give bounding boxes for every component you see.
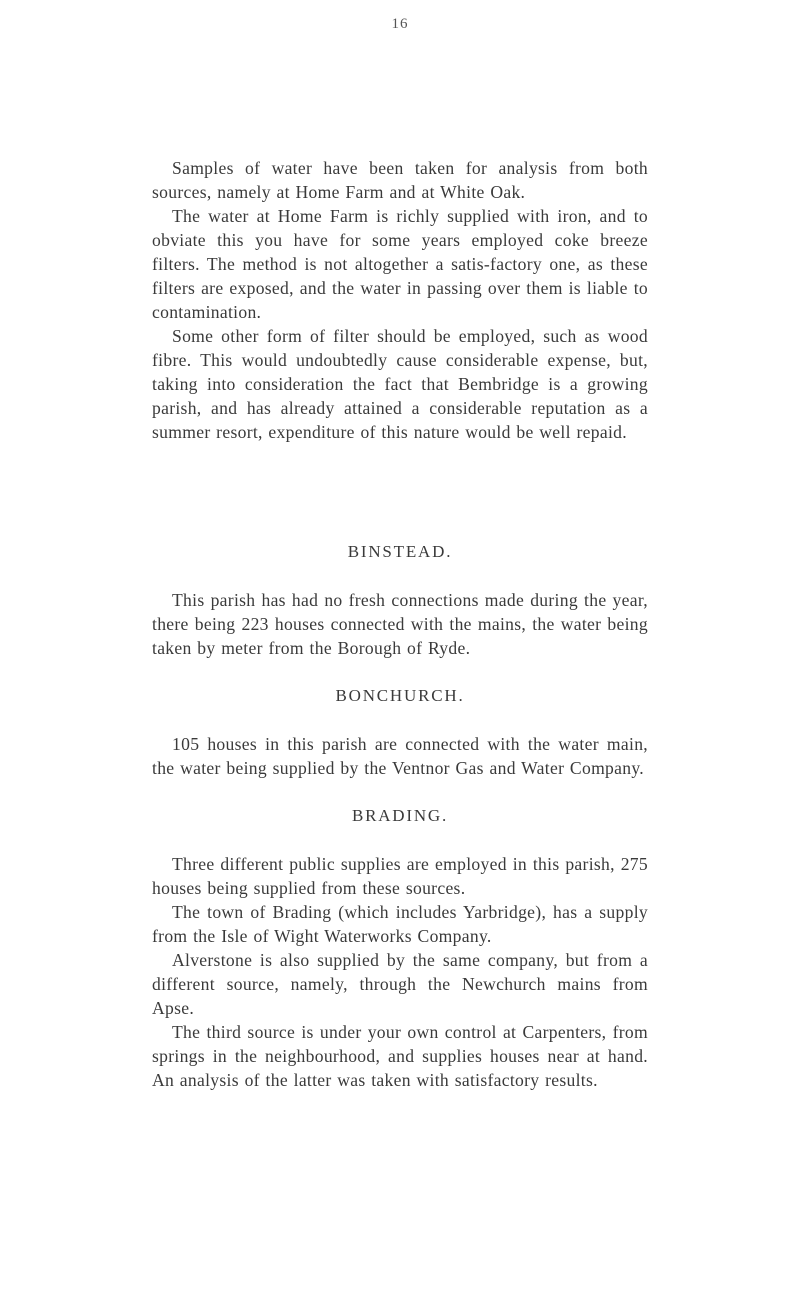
- section-heading-binstead: BINSTEAD.: [347, 542, 453, 561]
- paragraph-brading-town: [152, 900, 648, 948]
- paragraph-text: Three different public supplies are employed in this parish, 275 houses being supplied from these sources.: [152, 854, 648, 898]
- paragraph-text: Alverstone is also supplied by the same company, but from a different source, namely, through the Newchurch mains from Apse.: [152, 950, 648, 1018]
- page-number: 16: [391, 16, 409, 32]
- paragraph-text: The town of Brading (which includes Yarbridge), has a supply from the Isle of Wight Waterworks Company.: [152, 902, 648, 946]
- paragraph-filter: [152, 324, 648, 444]
- heading-bonchurch-wrap: [152, 684, 648, 708]
- paragraph-carpenters: [152, 1020, 648, 1092]
- paragraph-text: Samples of water have been taken for analysis from both sources, namely at Home Farm and at White Oak.: [152, 158, 648, 202]
- paragraph-text: This parish has had no fresh connections made during the year, there being 223 houses connected with the mains, the water being taken by meter from the Borough of Ryde.: [152, 590, 648, 658]
- paragraph-alverstone: [152, 948, 648, 1020]
- section-heading-bonchurch: BONCHURCH.: [335, 686, 465, 705]
- paragraph-text: The third source is under your own control at Carpenters, from springs in the neighbourhood, and supplies houses near at hand. An analysis of the latter was taken with satisfactory results.: [152, 1022, 648, 1090]
- paragraph-home-farm: [152, 204, 648, 324]
- paragraph-samples: [152, 156, 648, 204]
- paragraph-text: Some other form of filter should be employed, such as wood fibre. This would undoubtedly cause considerable expense, but, taking into consideration the fact that Bembridge is a growing parish, and has already attained a considerable reputation as a summer resort, expenditure of this nature would be well repaid.: [152, 326, 648, 442]
- heading-binstead-wrap: [152, 540, 648, 564]
- paragraph-text: The water at Home Farm is richly supplied with iron, and to obviate this you have for some years employed coke breeze filters. The method is not altogether a satis-factory one, as these filters are exposed, and the water in passing over them is liable to contamination.: [152, 206, 648, 322]
- paragraph-brading-supplies: [152, 852, 648, 900]
- paragraph-binstead: [152, 588, 648, 660]
- section-heading-brading: BRADING.: [351, 806, 449, 825]
- paragraph-text: 105 houses in this parish are connected with the water main, the water being supplied by the Ventnor Gas and Water Company.: [152, 734, 648, 778]
- paragraph-bonchurch: [152, 732, 648, 780]
- heading-brading-wrap: [152, 804, 648, 828]
